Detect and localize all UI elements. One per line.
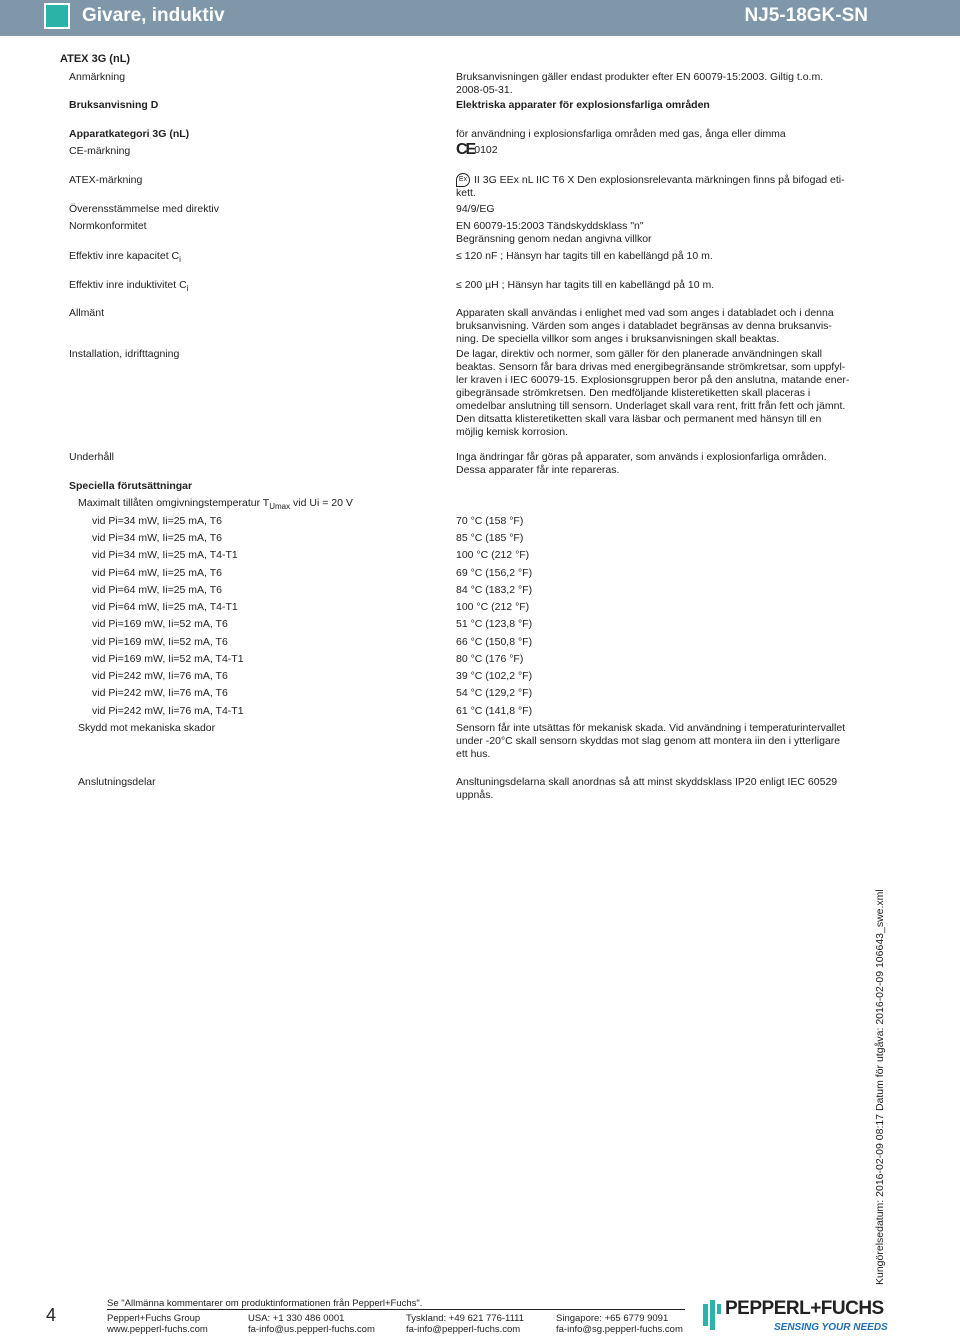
condition: vid Pi=242 mW, Ii=76 mA, T6 (92, 687, 228, 699)
temp-value: 100 °C (212 °F) (456, 601, 530, 613)
section-title: ATEX 3G (nL) (60, 53, 131, 65)
row-value: Apparaten skall användas i enlighet med vad som anges i databladet och i denna bruksanvisning. Värden som anges i databladet begränsas av denna bruksanvis- ning. De speciella villkor som anges i bruksanvisningen skall beaktas. (456, 307, 834, 345)
page-number: 4 (46, 1305, 57, 1325)
temp-value: 66 °C (150,8 °F) (456, 636, 533, 648)
header-bar (0, 0, 960, 36)
temp-value: 84 °C (183,2 °F) (456, 584, 533, 596)
footer-contact: Pepperl+Fuchs Group www.pepperl-fuchs.com (107, 1313, 208, 1335)
condition: vid Pi=169 mW, Ii=52 mA, T6 (92, 618, 228, 630)
temp-value: 69 °C (156,2 °F) (456, 567, 533, 579)
condition: vid Pi=169 mW, Ii=52 mA, T4-T1 (92, 653, 244, 665)
row-label: Bruksanvisning D (69, 99, 159, 111)
condition: vid Pi=64 mW, Ii=25 mA, T4-T1 (92, 601, 238, 613)
row-value: De lagar, direktiv och normer, som gäller för den planerade användningen skall beaktas. Sensorn får bara drivas med energibegränsande strömkretsar, som uppfyl- ler kraven i IEC 60079-15. Explosionsgruppen beror på den anslutna, matande ener- gibegränsade strömkretsen. Den medföljande klisteretiketten skall placeras i omedelbar anslutning till sensorn. Underlaget skall vara rent, fritt från fett och jämnt. Den ditsatta klisteretiketten skall vara läsbar och permanent med hänsyn till en möjlig kemisk korrosion. (456, 348, 850, 438)
footer-contact: Tyskland: +49 621 776-1111 fa-info@pepperl-fuchs.com (406, 1313, 525, 1335)
condition: vid Pi=34 mW, Ii=25 mA, T6 (92, 515, 222, 527)
row-value: ≤ 120 nF ; Hänsyn har tagits till en kabellängd på 10 m. (456, 250, 713, 262)
row-value: för användning i explosionsfarliga områden med gas, ånga eller dimma (456, 128, 786, 140)
row-value: ≤ 200 µH ; Hänsyn har tagits till en kabellängd på 10 m. (456, 279, 715, 291)
row-label: Installation, idrifttagning (69, 348, 180, 360)
footer-contact: USA: +1 330 486 0001 fa-info@us.pepperl-fuchs.com (248, 1313, 375, 1335)
row-label: Apparatkategori 3G (nL) (69, 128, 190, 140)
condition: vid Pi=64 mW, Ii=25 mA, T6 (92, 584, 222, 596)
row-value: Elektriska apparater för explosionsfarliga områden (456, 99, 710, 111)
condition: vid Pi=34 mW, Ii=25 mA, T6 (92, 532, 222, 544)
ex-symbol-icon: Ex (456, 173, 470, 187)
temp-value: 61 °C (141,8 °F) (456, 705, 533, 717)
page-title: Givare, induktiv (82, 5, 225, 26)
connection-value: Ansltuningsdelarna skall anordnas så att minst skyddsklass IP20 enligt IEC 60529 uppnås. (456, 776, 838, 801)
row-label: Normkonformitet (69, 220, 147, 232)
row-label: Underhåll (69, 451, 114, 463)
temp-value: 39 °C (102,2 °F) (456, 670, 533, 682)
less-equal-icon: ≤ (456, 279, 462, 291)
mechanical-value: Sensorn får inte utsättas för mekanisk skada. Vid användning i temperaturintervallet under -20°C skall sensorn skyddas mot slag genom att montera iin den i ytterligare ett hus. (456, 722, 846, 760)
temp-value: 70 °C (158 °F) (456, 515, 524, 527)
condition: vid Pi=169 mW, Ii=52 mA, T6 (92, 636, 228, 648)
footer-note: Se "Allmänna kommentarer om produktinformationen från Pepperl+Fuchs". (107, 1298, 423, 1309)
logo-text: PEPPERL+FUCHS (725, 1298, 884, 1319)
publication-info: Kungörelsedatum: 2016-02-09 08:17 Datum för utgåva: 2016-02-09 106643_swe.xml (874, 889, 886, 1285)
ce-mark-icon: CE (456, 141, 475, 158)
ce-marking (456, 143, 498, 158)
header-square-icon (44, 3, 70, 29)
condition: vid Pi=242 mW, Ii=76 mA, T4-T1 (92, 705, 244, 717)
temp-value: 85 °C (185 °F) (456, 532, 524, 544)
condition: vid Pi=242 mW, Ii=76 mA, T6 (92, 670, 228, 682)
model-number: NJ5-18GK-SN (744, 5, 868, 26)
atex-marking (456, 173, 856, 200)
footer-contact: Singapore: +65 6779 9091 fa-info@sg.pepperl-fuchs.com (556, 1313, 683, 1335)
ce-number: 0102 (474, 144, 498, 156)
row-value: 94/9/EG (456, 203, 495, 215)
mechanical-label: Skydd mot mekaniska skador (78, 722, 216, 734)
temp-value: 51 °C (123,8 °F) (456, 618, 533, 630)
row-value: II 3G EEx nL IIC T6 X Den explosionsrelevanta märkningen finns på bifogad eti- kett. (456, 173, 845, 199)
footer-divider (107, 1309, 685, 1310)
row-label: Allmänt (69, 307, 105, 319)
row-label: Effektiv inre kapacitet $C_i$ (69, 250, 181, 264)
condition: vid Pi=64 mW, Ii=25 mA, T6 (92, 567, 222, 579)
row-label: Överensstämmelse med direktiv (69, 203, 219, 215)
row-label: CE-märkning (69, 145, 131, 157)
row-value: Inga ändringar får göras på apparater, som används i explosionfarliga områden. Dessa apparater får inte repareras. (456, 451, 827, 476)
temp-value: 80 °C (176 °F) (456, 653, 524, 665)
row-label: Anmärkning (69, 71, 126, 83)
temp-label: Maximalt tillåten omgivningstemperatur $T_{Umax}$ vid Ui = 20 V (78, 497, 353, 511)
connection-label: Anslutningsdelar (78, 776, 156, 788)
row-label: ATEX-märkning (69, 174, 143, 186)
row-value: Bruksanvisningen gäller endast produkter efter EN 60079-15:2003. Giltig t.o.m. 2008-05-31. (456, 71, 824, 96)
special-title: Speciella förutsättningar (69, 480, 193, 492)
logo-tagline: SENSING YOUR NEEDS (774, 1322, 888, 1333)
less-equal-icon: ≤ (456, 250, 462, 262)
temp-value: 54 °C (129,2 °F) (456, 687, 533, 699)
row-label: Effektiv inre induktivitet $C_i$ (69, 279, 189, 293)
row-value: EN 60079-15:2003 Tändskyddsklass "n" Begränsning genom nedan angivna villkor (456, 220, 652, 245)
condition: vid Pi=34 mW, Ii=25 mA, T4-T1 (92, 549, 238, 561)
temp-value: 100 °C (212 °F) (456, 549, 530, 561)
pepperl-fuchs-logo-icon (703, 1300, 721, 1330)
